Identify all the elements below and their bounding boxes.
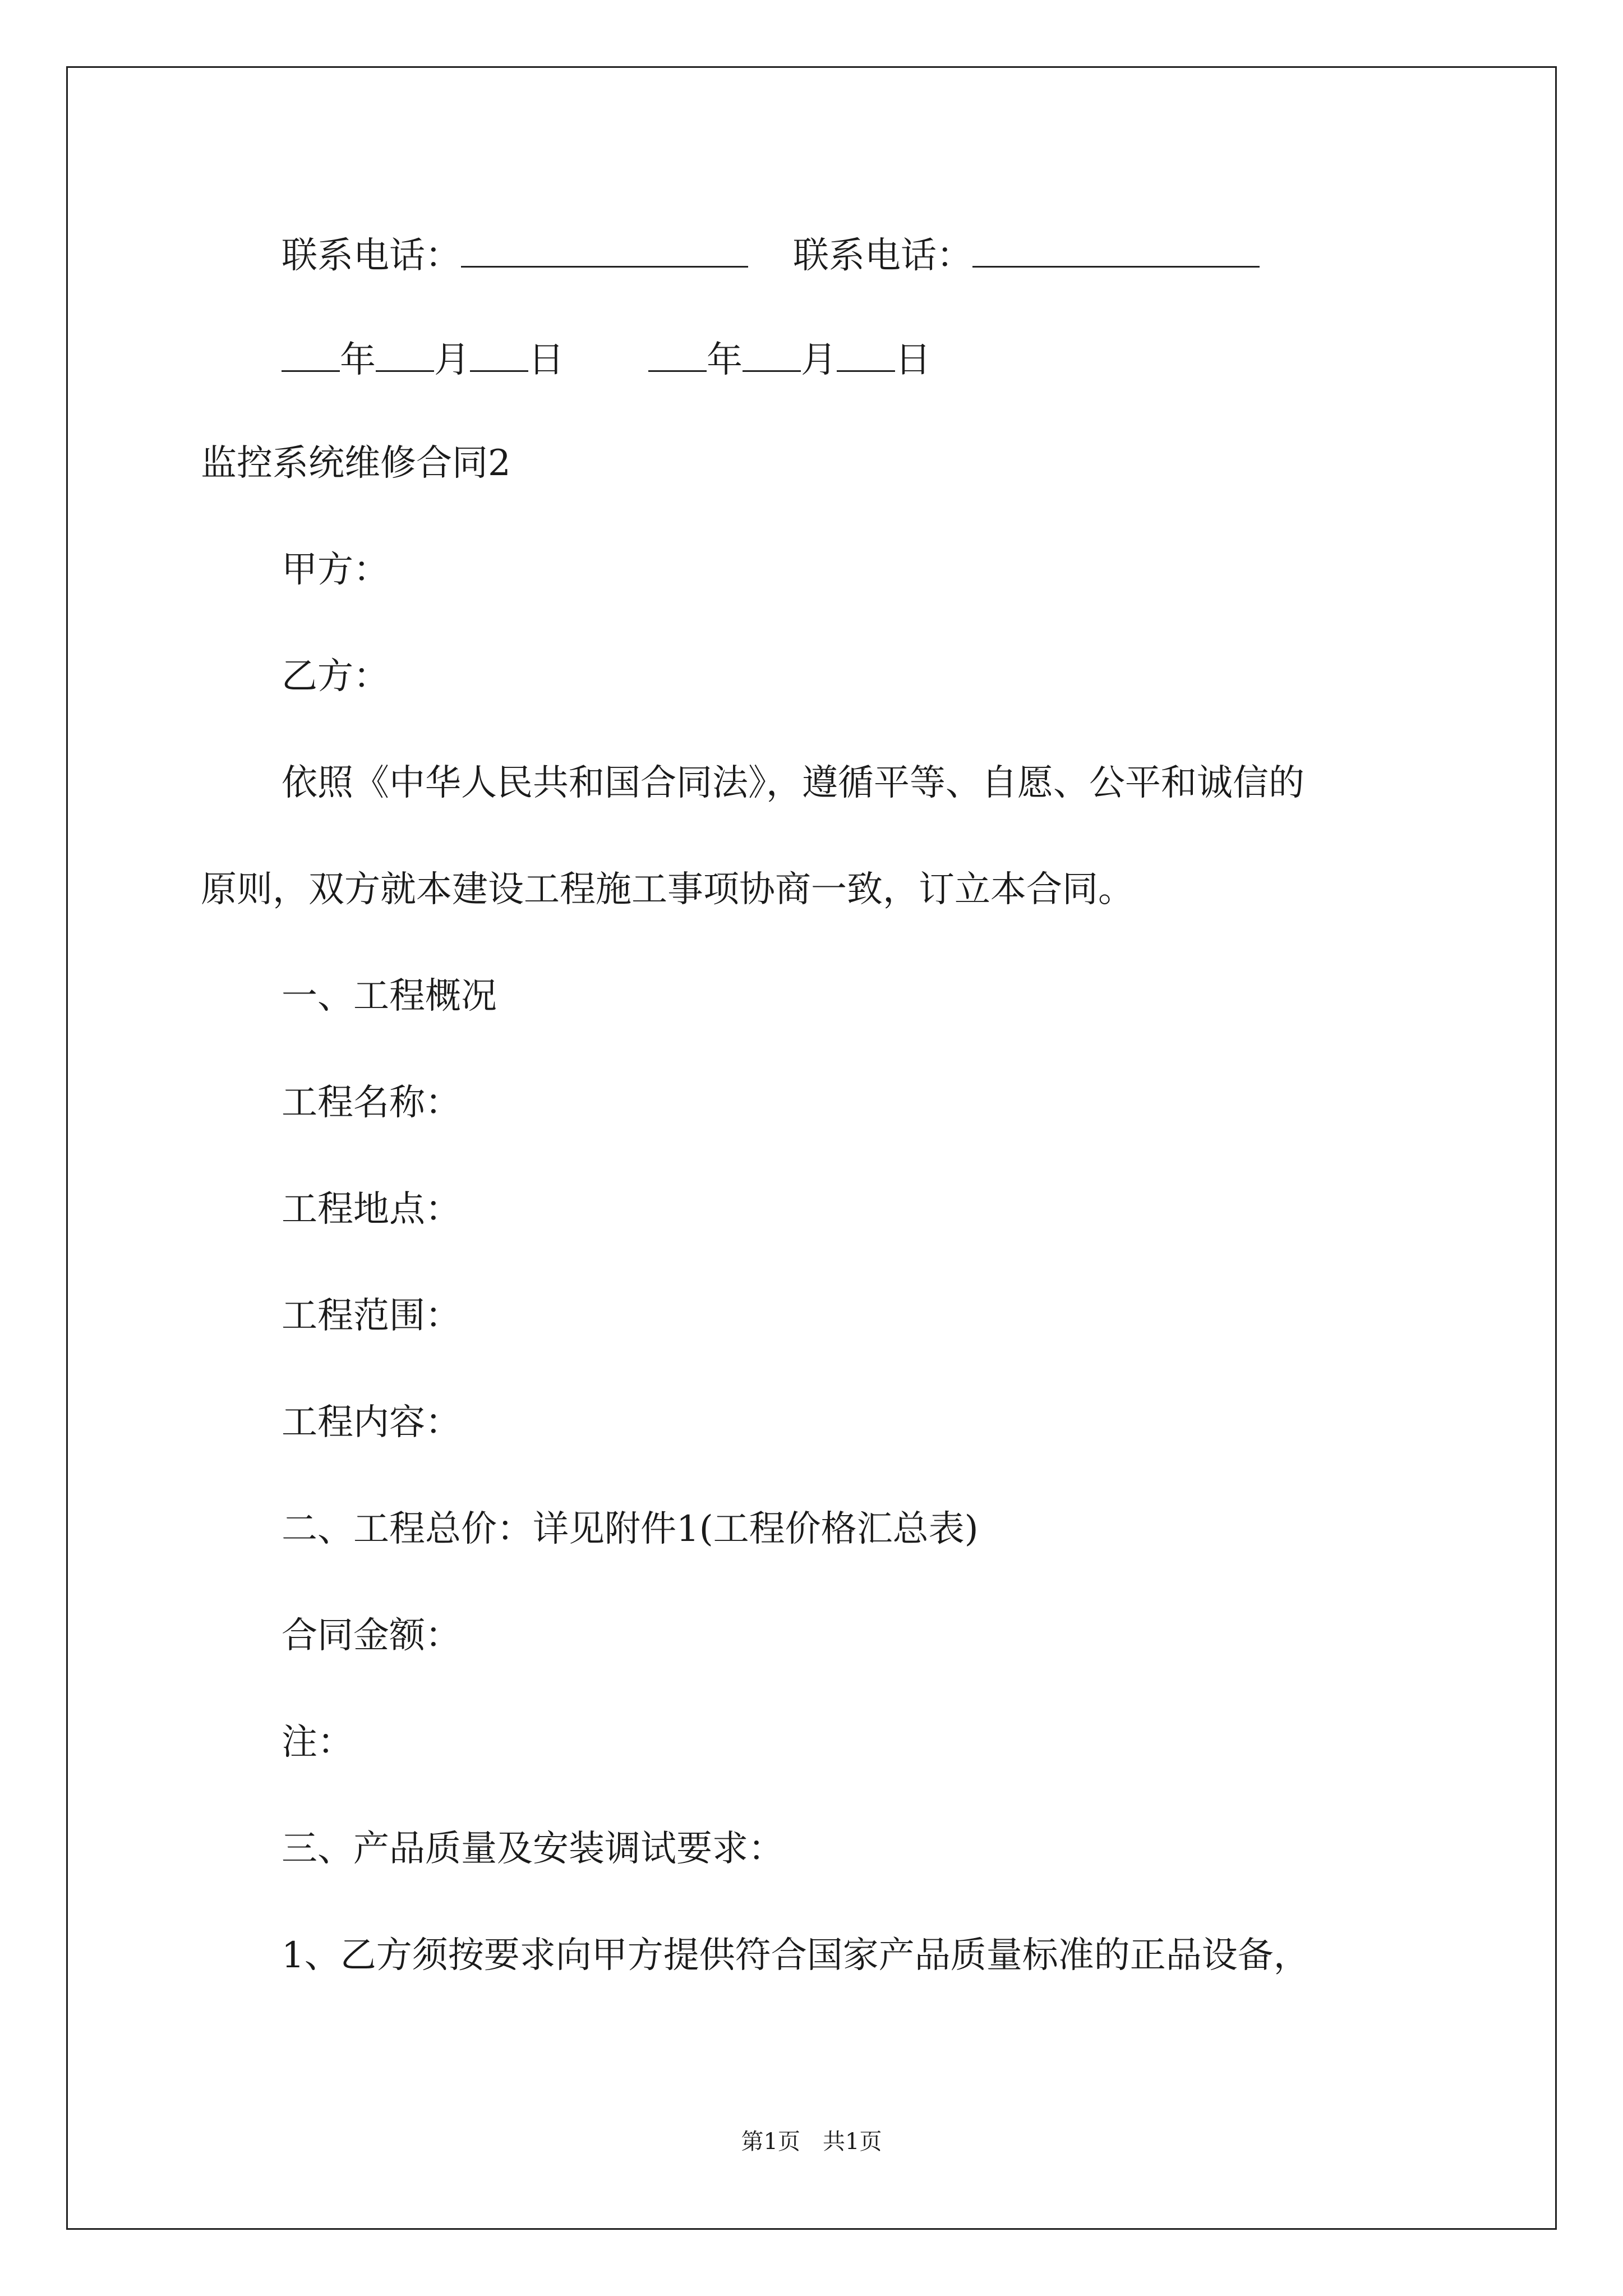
contract-amount-label: 合同金额： (282, 1615, 461, 1657)
phone-label-a: 联系电话： (282, 235, 461, 277)
party-a-label: 甲方： (282, 549, 389, 591)
intro-paragraph-line-2: 原则，双方就本建设工程施工事项协商一致，订立本合同。 (201, 869, 1134, 910)
date-year-a: 年 (340, 339, 376, 381)
section-3-heading: 三、产品质量及安装调试要求： (282, 1828, 784, 1870)
date-month-a: 月 (434, 339, 470, 381)
date-blank-year-a (282, 339, 340, 372)
date-blank-year-b (648, 339, 707, 372)
phone-line (282, 234, 1260, 277)
party-b-label: 乙方： (282, 656, 389, 697)
date-line (282, 339, 931, 381)
page-footer: 第1页 共1页 (741, 2129, 882, 2155)
date-day-b: 日 (895, 339, 931, 381)
item-1-line-1: 1、乙方须按要求向甲方提供符合国家产品质量标准的正品设备， (282, 1935, 1310, 1976)
date-day-a: 日 (528, 339, 564, 381)
phone-blank-a (461, 234, 748, 268)
project-name-label: 工程名称： (282, 1082, 461, 1124)
phone-blank-b (972, 234, 1260, 268)
page-border (66, 66, 1557, 2230)
phone-label-b: 联系电话： (793, 235, 972, 277)
date-blank-day-a (470, 339, 528, 372)
section-1-heading: 一、工程概况 (282, 976, 497, 1017)
document-title: 监控系统维修合同2 (201, 443, 511, 484)
date-blank-month-a (376, 339, 434, 372)
project-scope-label: 工程范围： (282, 1295, 461, 1337)
section-2-heading: 二、工程总价：详见附件1(工程价格汇总表) (282, 1508, 979, 1550)
note-label: 注： (282, 1722, 353, 1763)
date-month-b: 月 (801, 339, 837, 381)
project-location-label: 工程地点： (282, 1189, 461, 1230)
intro-paragraph-line-1: 依照《中华人民共和国合同法》，遵循平等、自愿、公平和诚信的 (282, 762, 1304, 804)
date-blank-month-b (743, 339, 801, 372)
project-content-label: 工程内容： (282, 1402, 461, 1443)
date-blank-day-b (837, 339, 895, 372)
date-year-b: 年 (707, 339, 743, 381)
